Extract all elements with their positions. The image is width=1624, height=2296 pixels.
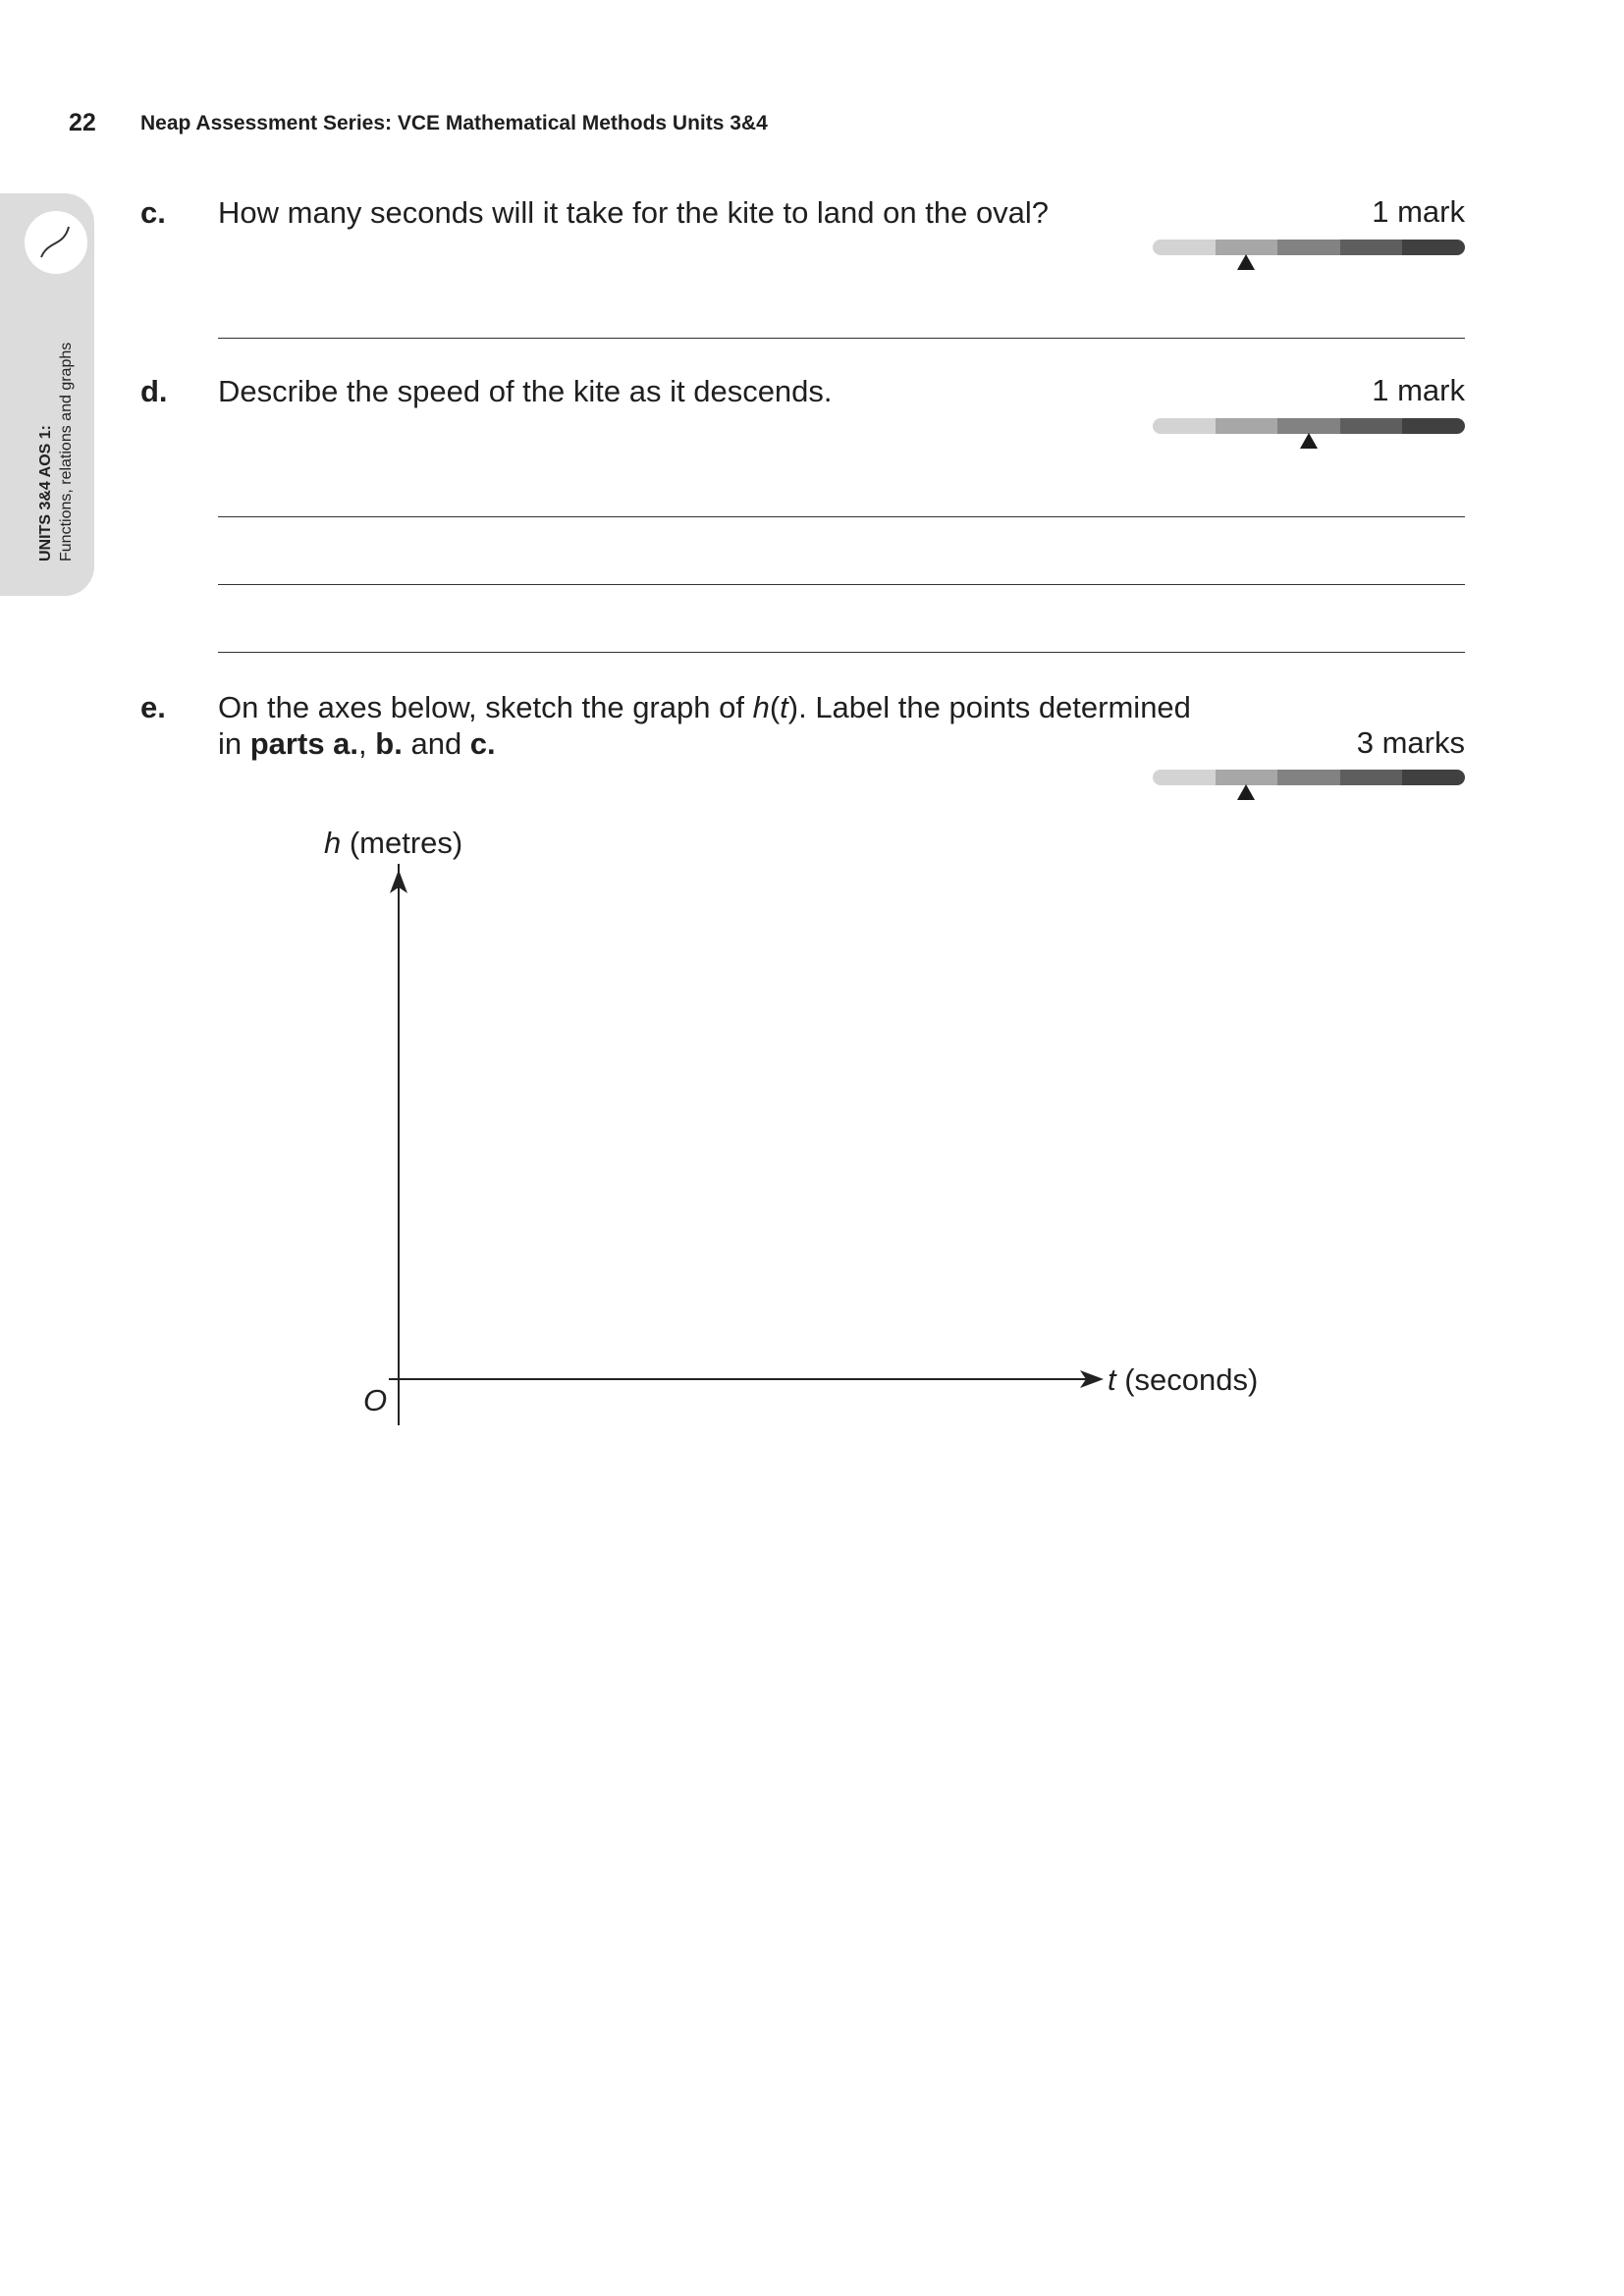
running-title: Neap Assessment Series: VCE Mathematical Methods Units 3&4 <box>140 112 768 134</box>
question-c-letter: c. <box>140 195 166 230</box>
question-e-marks: 3 marks <box>1356 725 1465 760</box>
difficulty-segment <box>1402 418 1465 434</box>
difficulty-segment <box>1153 770 1216 785</box>
question-e-line2: in parts a., b. and c. <box>218 726 496 761</box>
question-d-text: Describe the speed of the kite as it descends. <box>218 374 833 408</box>
answer-line[interactable] <box>218 584 1465 585</box>
difficulty-segment <box>1340 240 1403 255</box>
y-axis-label: h (metres) <box>324 826 463 860</box>
difficulty-segment <box>1277 418 1340 434</box>
origin-label: O <box>363 1383 388 1417</box>
question-c-difficulty-bar <box>1153 240 1465 255</box>
difficulty-segment <box>1402 240 1465 255</box>
question-d-letter: d. <box>140 374 168 408</box>
question-d-difficulty-pointer <box>1300 433 1318 449</box>
answer-line[interactable] <box>218 516 1465 517</box>
question-e-line1: On the axes below, sketch the graph of h(t). Label the points determined <box>218 690 1191 724</box>
x-axis-label: t (seconds) <box>1108 1362 1259 1397</box>
difficulty-segment <box>1340 770 1403 785</box>
difficulty-segment <box>1216 240 1278 255</box>
answer-line[interactable] <box>218 652 1465 653</box>
difficulty-segment <box>1216 770 1278 785</box>
difficulty-segment <box>1277 770 1340 785</box>
answer-line[interactable] <box>218 338 1465 339</box>
question-c-marks: 1 mark <box>1372 194 1465 229</box>
question-e-difficulty-pointer <box>1237 784 1255 800</box>
difficulty-segment <box>1153 240 1216 255</box>
page-number: 22 <box>69 109 96 136</box>
difficulty-segment <box>1277 240 1340 255</box>
difficulty-segment <box>1340 418 1403 434</box>
question-e-letter: e. <box>140 690 166 724</box>
sketch-axes[interactable] <box>295 825 1276 1433</box>
curve-icon <box>25 211 87 274</box>
side-tab-topic: Functions, relations and graphs <box>58 342 75 561</box>
side-tab <box>0 193 94 596</box>
side-tab-unit: UNITS 3&4 AOS 1: <box>37 425 54 561</box>
question-d-difficulty-bar <box>1153 418 1465 434</box>
side-tab-label <box>35 277 77 561</box>
question-d-marks: 1 mark <box>1372 373 1465 407</box>
difficulty-segment <box>1402 770 1465 785</box>
question-c-text: How many seconds will it take for the kite to land on the oval? <box>218 195 1050 230</box>
difficulty-segment <box>1216 418 1278 434</box>
question-e-difficulty-bar <box>1153 770 1465 785</box>
difficulty-segment <box>1153 418 1216 434</box>
question-c-difficulty-pointer <box>1237 254 1255 270</box>
